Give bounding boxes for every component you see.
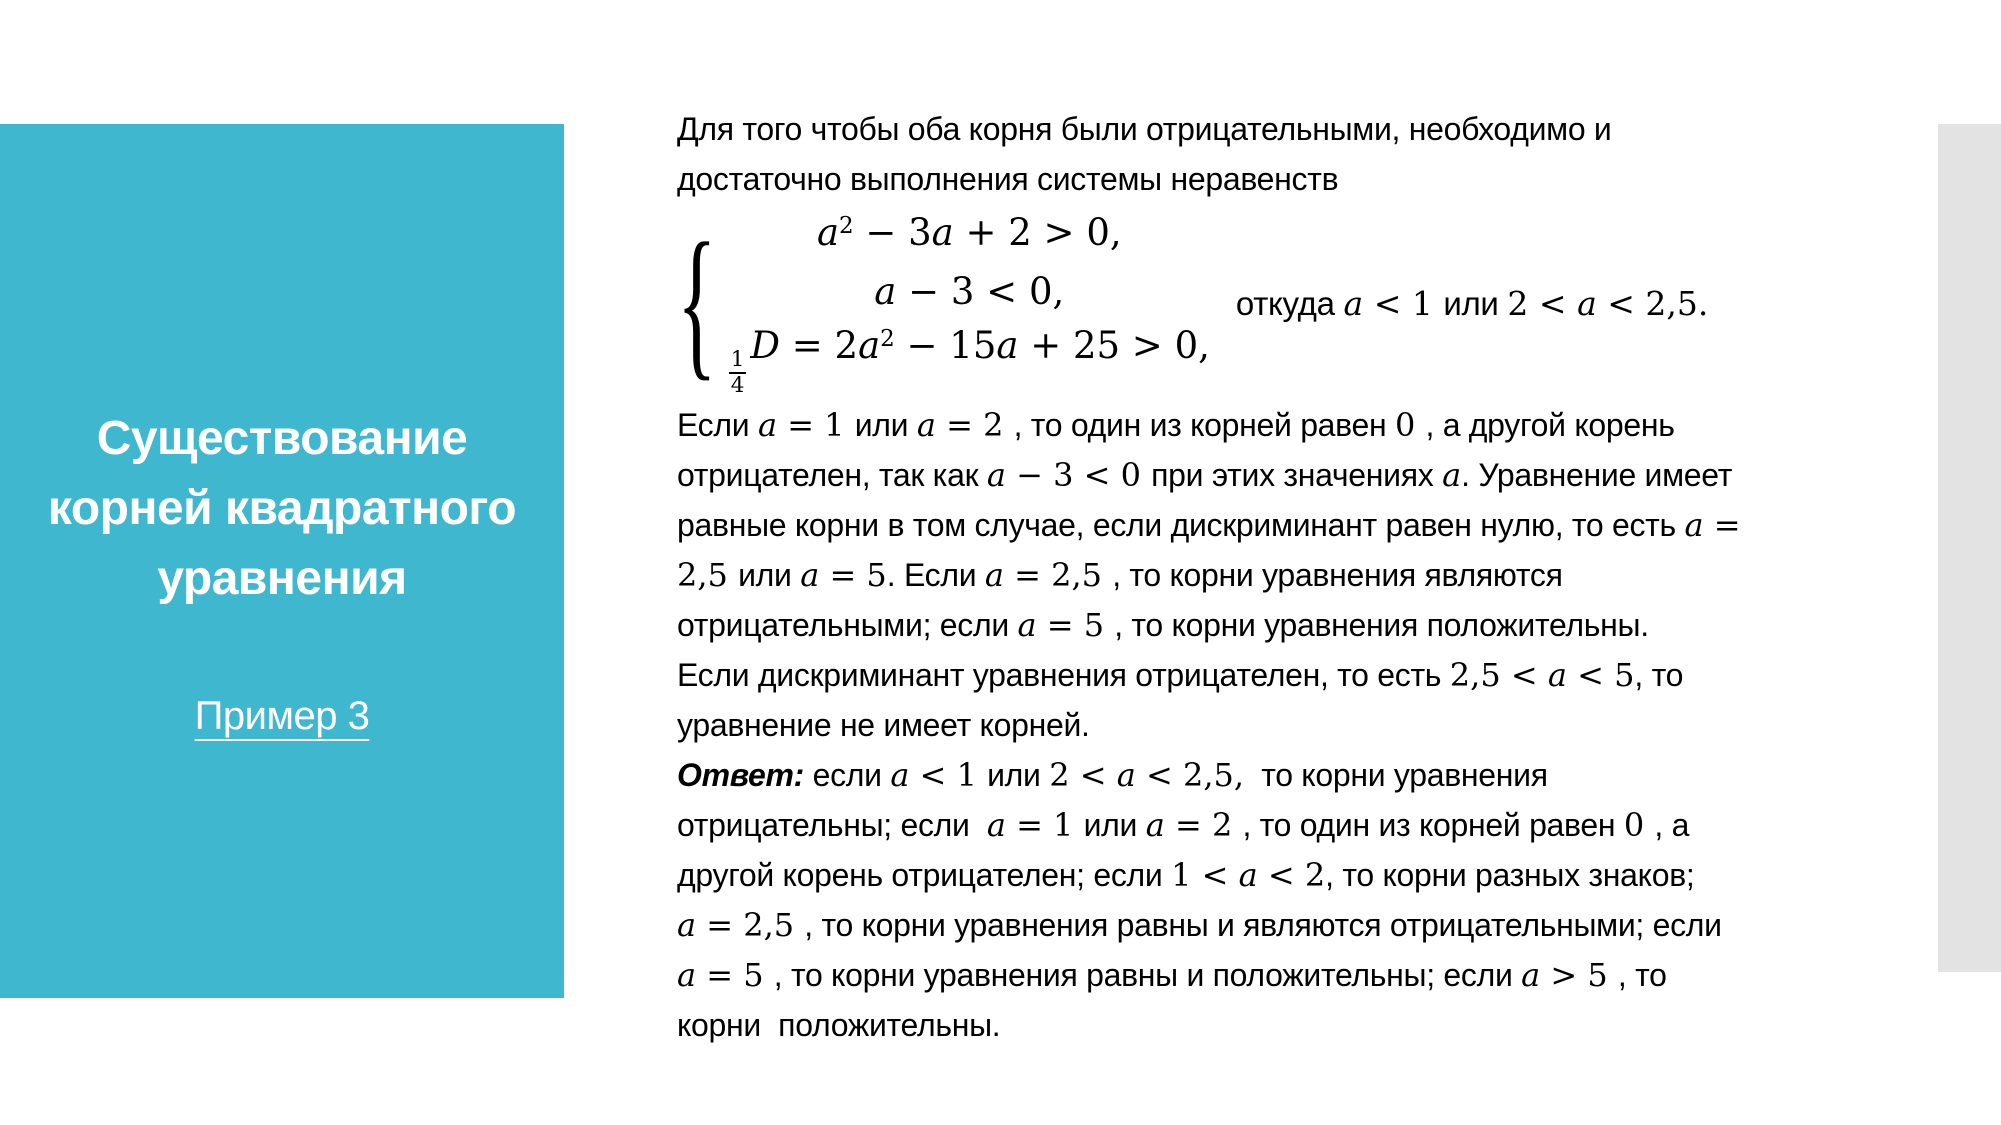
text-run: Если	[677, 407, 758, 443]
text-run: или	[1083, 807, 1146, 843]
text-line	[677, 950, 1877, 1000]
math-variable: a	[916, 406, 936, 444]
slide-title-line: уравнения	[157, 552, 407, 605]
math-run: 2,5 <	[1449, 656, 1548, 694]
math-variable: a	[996, 324, 1019, 368]
text-run: , то один из корней равен	[1013, 407, 1395, 443]
math-run: − 3	[853, 211, 932, 255]
text-line	[677, 400, 1877, 450]
answer-paragraph	[677, 750, 1877, 1050]
text-run: Для того чтобы оба корня были отрицательными, необходимо и	[677, 111, 1612, 147]
system-conclusion	[1236, 275, 1708, 329]
text-run: , то корни уравнения равны и являются отрицательными; если	[804, 907, 1722, 943]
text-run: или	[1443, 285, 1508, 322]
text-line	[677, 600, 1877, 650]
math-run: 0	[1623, 806, 1655, 844]
answer-label: Ответ:	[677, 757, 813, 793]
math-variable: a	[1521, 956, 1541, 994]
math-run: = 2,5	[696, 906, 805, 944]
text-run: отрицательными; если	[677, 607, 1018, 643]
fraction-numerator: 1	[729, 349, 747, 375]
example-link[interactable]: Пример 3	[194, 694, 370, 738]
math-variable: a	[984, 556, 1004, 594]
fraction	[729, 346, 747, 399]
math-variable: a	[1343, 284, 1364, 323]
text-run: , то	[1617, 957, 1667, 993]
text-run: , то корни разных знаков;	[1325, 857, 1695, 893]
math-variable: a	[800, 556, 820, 594]
math-variable: a	[1684, 506, 1704, 544]
text-line	[677, 850, 1877, 900]
math-variable: a	[677, 906, 697, 944]
right-gray-strip	[1938, 124, 2001, 972]
text-run: , то корни уравнения равны и положительны; если	[773, 957, 1522, 993]
math-run: < 2,5,	[1135, 756, 1245, 794]
math-variable: a	[1145, 806, 1165, 844]
text-line	[677, 800, 1877, 850]
math-run: = 5	[1036, 606, 1115, 644]
math-variable: a	[858, 324, 881, 368]
text-run: отрицателен, так как	[677, 457, 987, 493]
math-run: < 2,5.	[1596, 284, 1709, 323]
math-run: − 3 < 0,	[896, 270, 1065, 314]
text-line	[677, 450, 1877, 500]
text-run: откуда	[1235, 285, 1344, 322]
math-run: 1 <	[1171, 856, 1239, 894]
math-run: =	[1703, 506, 1741, 544]
text-line	[677, 154, 1877, 204]
text-line	[677, 550, 1877, 600]
slide-title-line: корней квадратного	[47, 482, 517, 535]
math-variable: a	[1238, 856, 1258, 894]
text-line	[677, 104, 1877, 154]
text-run: , то корни уравнения положительны.	[1114, 607, 1649, 643]
math-run: < 2	[1257, 856, 1326, 894]
math-run: = 2,5	[1003, 556, 1113, 594]
text-line	[677, 500, 1877, 550]
text-line	[677, 750, 1877, 800]
slide-title-line: Существование	[96, 412, 468, 465]
text-run: , то один из корней равен	[1242, 807, 1624, 843]
math-run: = 1	[777, 406, 855, 444]
math-variable: a	[1577, 284, 1597, 323]
text-run: или	[987, 757, 1050, 793]
math-variable: a	[1442, 456, 1462, 494]
math-variable: a	[931, 211, 954, 255]
text-run: или	[854, 407, 917, 443]
equation-line	[729, 265, 1210, 319]
math-variable: a	[986, 806, 1006, 844]
text-line	[677, 1000, 1877, 1050]
math-run: − 15	[894, 324, 997, 368]
math-variable: a	[816, 211, 839, 255]
math-variable: a	[890, 756, 910, 794]
math-run: = 5	[819, 556, 887, 594]
math-run: 2 <	[1049, 756, 1117, 794]
equation-line	[729, 206, 1210, 265]
text-run: отрицательны; если	[677, 807, 987, 843]
math-variable: D	[750, 324, 781, 368]
math-superscript: 2	[880, 325, 895, 352]
text-line	[677, 700, 1877, 750]
text-run: или	[738, 557, 801, 593]
math-variable: a	[986, 456, 1006, 494]
math-run: < 1	[909, 756, 988, 794]
text-run: , то корни уравнения являются	[1112, 557, 1563, 593]
slide-title	[48, 404, 516, 614]
system-equations	[729, 206, 1210, 398]
text-run: другой корень отрицателен; если	[677, 857, 1172, 893]
math-run: < 1	[1363, 284, 1444, 323]
math-variable: a	[874, 270, 897, 314]
math-run: < 5	[1566, 656, 1635, 694]
math-variable: a	[1547, 656, 1567, 694]
math-run: 0	[1394, 406, 1426, 444]
intro-paragraph	[677, 104, 1877, 204]
math-run: 2,5	[677, 556, 739, 594]
sidebar-panel	[0, 124, 564, 998]
text-run: корни положительны.	[677, 1007, 1001, 1043]
fraction-denominator: 4	[730, 373, 745, 399]
curly-brace-icon: {	[677, 208, 717, 395]
inequality-system-block	[677, 208, 1877, 399]
math-variable: a	[1017, 606, 1037, 644]
text-run: то корни уравнения	[1244, 757, 1548, 793]
math-variable: a	[677, 956, 697, 994]
text-run: , а	[1654, 807, 1690, 843]
math-variable: a	[757, 406, 778, 444]
math-run: = 2	[935, 406, 1014, 444]
math-run: + 2 > 0,	[953, 211, 1122, 255]
text-run: , а другой корень	[1425, 407, 1675, 443]
math-run: = 2	[1164, 806, 1243, 844]
math-run: > 5	[1540, 956, 1618, 994]
text-run: равные корни в том случае, если дискриминант равен нулю, то есть	[677, 507, 1685, 543]
text-run: . Уравнение имеет	[1461, 457, 1733, 493]
text-run: . Если	[886, 557, 985, 593]
math-superscript: 2	[839, 212, 854, 239]
math-run: = 1	[1005, 806, 1084, 844]
text-run: , то	[1634, 657, 1684, 693]
math-run: + 25 > 0,	[1018, 324, 1210, 368]
text-run: Если дискриминант уравнения отрицателен, то есть	[677, 657, 1450, 693]
text-run: если	[812, 757, 891, 793]
math-run: − 3 < 0	[1005, 456, 1152, 494]
text-run: при этих значениях	[1151, 457, 1443, 493]
text-line	[677, 650, 1877, 700]
math-run: 2 <	[1507, 284, 1578, 323]
text-line	[677, 900, 1877, 950]
text-run: достаточно выполнения системы неравенств	[677, 161, 1339, 197]
equation-line	[729, 319, 1210, 398]
math-run: = 5	[696, 956, 774, 994]
math-run: = 2	[780, 324, 859, 368]
content-area	[677, 104, 1877, 1050]
text-run: уравнение не имеет корней.	[677, 707, 1090, 743]
body-paragraph	[677, 400, 1877, 750]
math-variable: a	[1116, 756, 1136, 794]
